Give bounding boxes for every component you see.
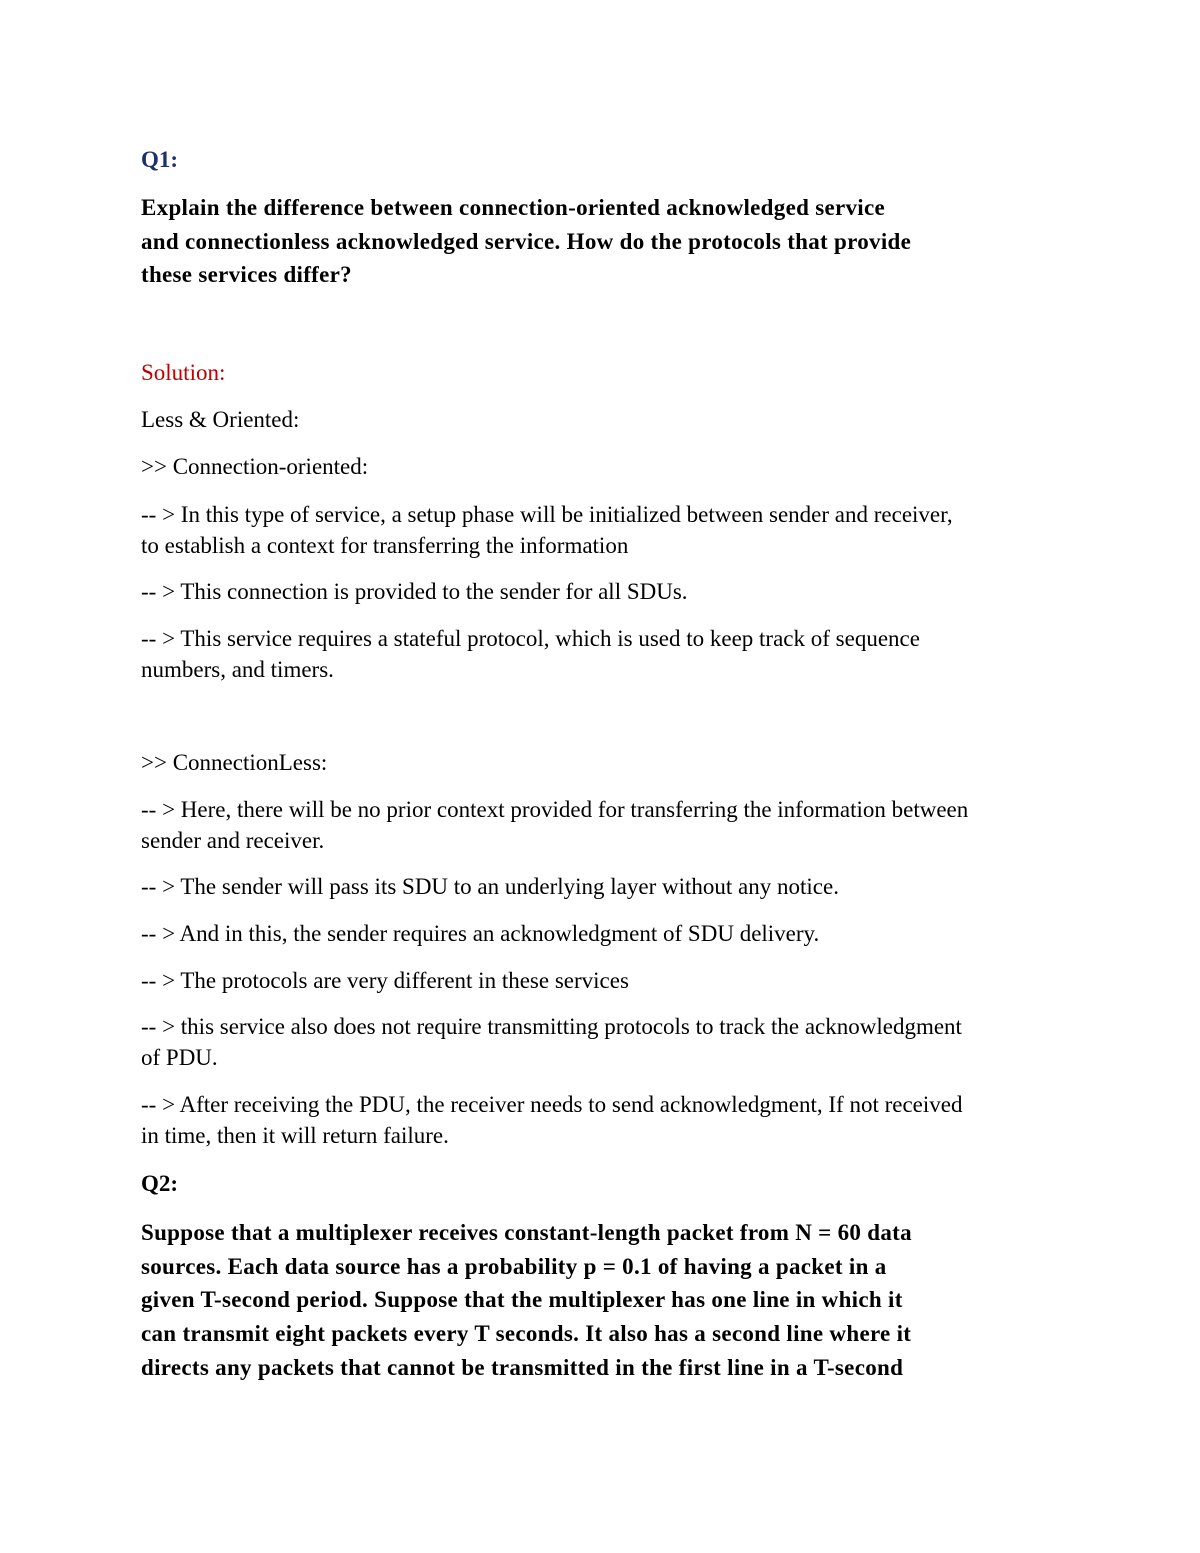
connectionless-heading: >> ConnectionLess: [141,750,328,775]
q2-question-line: given T-second period. Suppose that the multiplexer has one line in which it [141,1287,903,1312]
connectionless-line: in time, then it will return failure. [141,1123,449,1148]
q1-question-line: Explain the difference between connection-oriented acknowledged service [141,195,885,220]
q2-heading: Q2: [141,1171,179,1196]
solution-subtitle: Less & Oriented: [141,407,300,432]
oriented-line: numbers, and timers. [141,657,334,682]
oriented-line: -- > This service requires a stateful protocol, which is used to keep track of sequence [141,626,920,651]
connectionless-line: -- > The protocols are very different in these services [141,968,629,993]
q1-heading: Q1: [141,147,179,172]
oriented-line: -- > This connection is provided to the sender for all SDUs. [141,579,688,604]
oriented-line: -- > In this type of service, a setup phase will be initialized between sender and receiver, [141,502,953,527]
q1-question-line: and connectionless acknowledged service. How do the protocols that provide [141,229,912,254]
connectionless-line: -- > Here, there will be no prior context provided for transferring the information between [141,797,969,822]
connectionless-line: -- > After receiving the PDU, the receiver needs to send acknowledgment, If not received [141,1092,963,1117]
solution-label: Solution: [141,360,226,385]
q2-question-line: sources. Each data source has a probability p = 0.1 of having a packet in a [141,1254,887,1279]
connection-oriented-heading: >> Connection-oriented: [141,454,369,479]
q2-question-line: can transmit eight packets every T seconds. It also has a second line where it [141,1321,912,1346]
connectionless-line: -- > The sender will pass its SDU to an underlying layer without any notice. [141,874,839,899]
q2-question-line: directs any packets that cannot be transmitted in the first line in a T-second [141,1355,904,1380]
connectionless-line: sender and receiver. [141,828,325,853]
q2-question-line: Suppose that a multiplexer receives constant-length packet from N = 60 data [141,1220,912,1245]
connectionless-line: of PDU. [141,1045,218,1070]
connectionless-line: -- > And in this, the sender requires an acknowledgment of SDU delivery. [141,921,820,946]
connectionless-line: -- > this service also does not require transmitting protocols to track the acknowledgment [141,1014,962,1039]
oriented-line: to establish a context for transferring the information [141,533,629,558]
q1-question-line: these services differ? [141,262,352,287]
